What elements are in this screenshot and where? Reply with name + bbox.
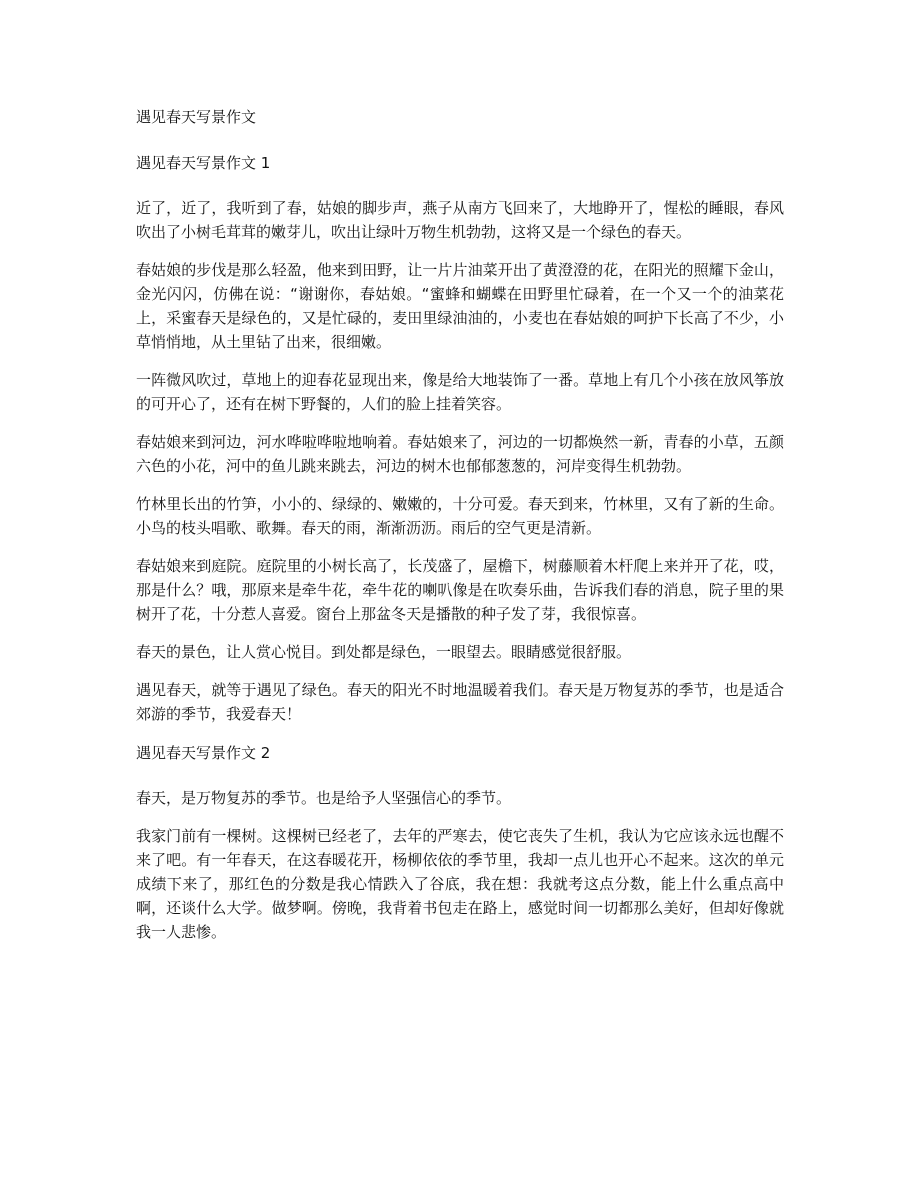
paragraph: 竹林里长出的竹笋，小小的、绿绿的、嫩嫩的，十分可爱。春天到来，竹林里，又有了新的生命。小鸟的枝头唱歌、歌舞。春天的雨，渐渐沥沥。雨后的空气更是清新。 (136, 495, 784, 537)
paragraph: 遇见春天，就等于遇见了绿色。春天的阳光不时地温暖着我们。春天是万物复苏的季节，也是适合郊游的季节，我爱春天！ (136, 681, 784, 723)
document-page (136, 104, 784, 958)
section-heading: 遇见春天写景作文 2 (136, 744, 271, 762)
paragraph: 春姑娘来到庭院。庭院里的小树长高了，长茂盛了，屋檐下，树藤顺着木杆爬上来并开了花，哎，那是什么？哦，那原来是牵牛花，牵牛花的喇叭像是在吹奏乐曲，告诉我们春的消息，院子里的果树开了花，十分惹人喜爱。窗台上那盆冬天是播散的种子发了芽，我很惊喜。 (136, 557, 784, 623)
paragraph: 春天的景色，让人赏心悦目。到处都是绿色，一眼望去。眼睛感觉很舒服。 (136, 643, 632, 661)
paragraph: 春天，是万物复苏的季节。也是给予人坚强信心的季节。 (136, 789, 512, 807)
paragraph: 我家门前有一棵树。这棵树已经老了，去年的严寒去，使它丧失了生机，我认为它应该永远也醒不来了吧。有一年春天，在这春暖花开，杨柳依依的季节里，我却一点儿也开心不起来。这次的单元成绩下来了，那红色的分数是我心情跌入了谷底，我在想：我就考这点分数，能上什么重点高中啊，还谈什么大学。做梦啊。傍晚，我背着书包走在路上，感觉时间一切都那么美好，但却好像就我一人悲惨。 (136, 827, 784, 941)
paragraph: 近了，近了，我听到了春，姑娘的脚步声，燕子从南方飞回来了，大地睁开了，惺松的睡眼，春风吹出了小树毛茸茸的嫩芽儿，吹出让绿叶万物生机勃勃，这将又是一个绿色的春天。 (136, 199, 784, 241)
section-heading: 遇见春天写景作文 1 (136, 154, 271, 172)
paragraph: 一阵微风吹过，草地上的迎春花显现出来，像是给大地装饰了一番。草地上有几个小孩在放风筝放的可开心了，还有在树下野餐的，人们的脸上挂着笑容。 (136, 371, 784, 413)
paragraph: 春姑娘来到河边，河水哗啦哗啦地响着。春姑娘来了，河边的一切都焕然一新，青春的小草，五颜六色的小花，河中的鱼儿跳来跳去，河边的树木也郁郁葱葱的，河岸变得生机勃勃。 (136, 433, 784, 475)
paragraph: 春姑娘的步伐是那么轻盈，他来到田野，让一片片油菜开出了黄澄澄的花，在阳光的照耀下金山，金光闪闪，仿佛在说：“谢谢你，春姑娘。“蜜蜂和蝴蝶在田野里忙碌着，在一个又一个的油菜花上，采蜜春天是绿色的，又是忙碌的，麦田里绿油油的，小麦也在春姑娘的呵护下长高了不少，小草悄悄地，从土里钻了出来，很细嫩。 (136, 261, 784, 351)
essay-section-2 (136, 740, 784, 944)
essay-section-1 (136, 150, 784, 726)
document-title: 遇见春天写景作文 (136, 108, 257, 126)
